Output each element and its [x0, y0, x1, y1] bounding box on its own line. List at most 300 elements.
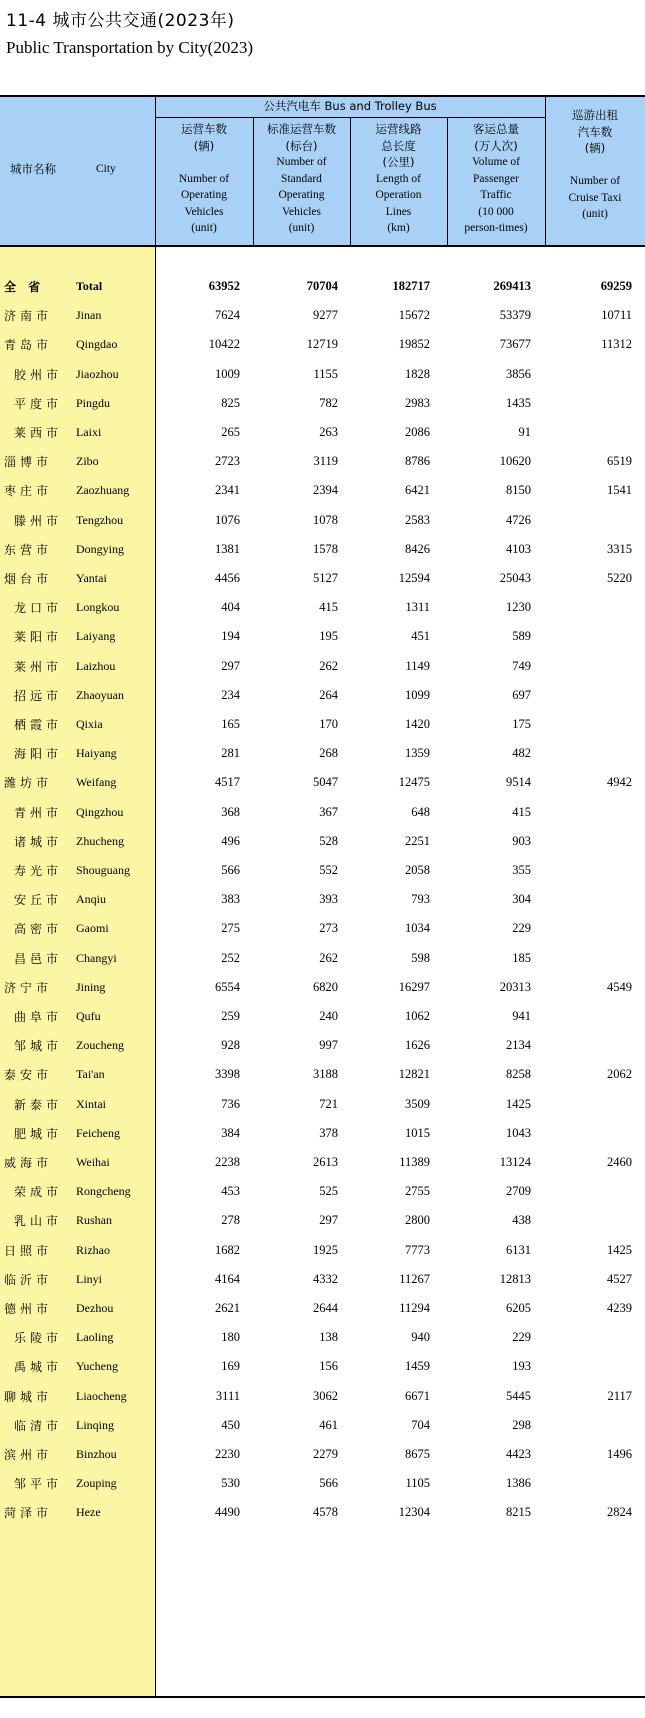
value-cell: 721 [319, 1097, 338, 1111]
table-row [0, 1380, 645, 1412]
value-cell: 378 [319, 1126, 338, 1140]
value-cell: 1076 [215, 513, 240, 527]
value-cell: 997 [319, 1038, 338, 1052]
table-row [0, 387, 645, 419]
city-name-cn: 莱阳市 [14, 630, 63, 644]
city-name-cn: 济南市 [4, 309, 53, 323]
city-name-en: Qingdao [76, 337, 118, 351]
value-cell: 3509 [405, 1097, 430, 1111]
city-name-cn: 新泰市 [14, 1098, 63, 1112]
value-cell: 1425 [506, 1097, 531, 1111]
header-col-line-length [350, 121, 447, 237]
value-cell: 194 [221, 629, 240, 643]
table-row [0, 825, 645, 857]
header-line: Passenger [473, 172, 519, 185]
value-cell: 4527 [607, 1272, 632, 1286]
city-name-en: Tengzhou [76, 513, 124, 527]
city-name-cn: 菏泽市 [4, 1506, 53, 1520]
city-name-en: Weifang [76, 775, 117, 789]
value-cell: 451 [411, 629, 430, 643]
table-row [0, 1146, 645, 1178]
value-cell: 4423 [506, 1447, 531, 1461]
city-name-en: Rongcheng [76, 1184, 131, 1198]
city-name-cn: 胶州市 [14, 368, 63, 382]
city-name-cn: 滨州市 [4, 1448, 53, 1462]
value-cell: 566 [319, 1476, 338, 1490]
value-cell: 11267 [399, 1272, 430, 1286]
value-cell: 482 [512, 746, 531, 760]
city-name-en: Laiyang [76, 629, 116, 643]
table-top-rule [0, 95, 645, 97]
city-name-en: Qufu [76, 1009, 101, 1023]
value-cell: 25043 [499, 571, 531, 585]
value-cell: 5047 [313, 775, 338, 789]
table-row [0, 679, 645, 711]
header-line: Vehicles [184, 205, 224, 218]
header-line: Operation [375, 189, 422, 201]
value-cell: 4578 [313, 1505, 338, 1519]
table-row [0, 270, 645, 302]
city-name-cn: 临清市 [14, 1419, 63, 1433]
value-cell: 1381 [215, 542, 240, 556]
city-name-en: Rizhao [76, 1243, 110, 1257]
value-cell: 3062 [313, 1389, 338, 1403]
city-name-en: Laixi [76, 425, 102, 439]
header-line: Traffic [480, 189, 512, 201]
city-name-en: Qixia [76, 717, 103, 731]
city-name-cn: 乐陵市 [14, 1331, 63, 1345]
value-cell: 368 [221, 805, 240, 819]
value-cell: 6421 [405, 483, 430, 497]
value-cell: 525 [319, 1184, 338, 1198]
city-name-cn: 乳山市 [14, 1214, 63, 1228]
value-cell: 4517 [215, 775, 240, 789]
table-row [0, 533, 645, 565]
value-cell: 496 [221, 834, 240, 848]
city-name-cn: 龙口市 [14, 601, 63, 615]
value-cell: 269413 [493, 279, 531, 293]
value-cell: 415 [512, 805, 531, 819]
table-row [0, 1292, 645, 1324]
city-name-en: Jinan [76, 308, 102, 322]
value-cell: 825 [221, 396, 240, 410]
value-cell: 11294 [399, 1301, 430, 1315]
value-cell: 1105 [405, 1476, 430, 1490]
col-divider [447, 117, 448, 245]
value-cell: 2824 [607, 1505, 632, 1519]
value-cell: 2230 [215, 1447, 240, 1461]
city-name-cn: 烟台市 [4, 572, 53, 586]
value-cell: 182717 [392, 279, 430, 293]
value-cell: 3111 [215, 1389, 240, 1403]
value-cell: 1155 [313, 367, 338, 381]
table-row [0, 591, 645, 623]
city-name-cn: 海阳市 [14, 747, 63, 761]
value-cell: 589 [512, 629, 531, 643]
city-name-cn: 肥城市 [14, 1127, 63, 1141]
city-name-en: Pingdu [76, 396, 111, 410]
city-name-cn: 平度市 [14, 397, 63, 411]
col-divider [545, 95, 546, 245]
value-cell: 195 [319, 629, 338, 643]
city-name-cn: 德州市 [4, 1302, 53, 1316]
header-line: Vehicles [282, 205, 321, 218]
city-name-en: Jiaozhou [76, 367, 119, 381]
value-cell: 259 [221, 1009, 240, 1023]
city-name-en: Total [76, 279, 103, 293]
header-city-cn: 城市名称 [10, 162, 56, 176]
value-cell: 4103 [506, 542, 531, 556]
header-line: Number of [569, 175, 621, 187]
value-cell: 10711 [601, 308, 632, 322]
table-row [0, 1000, 645, 1032]
header-line: Operating [181, 189, 227, 201]
value-cell: 2238 [215, 1155, 240, 1169]
table-row [0, 1234, 645, 1266]
city-name-cn: 安丘市 [14, 893, 63, 907]
city-name-en: Laizhou [76, 659, 116, 673]
table-row [0, 854, 645, 886]
city-name-en: Weihai [76, 1155, 110, 1169]
value-cell: 53379 [499, 308, 531, 322]
value-cell: 2583 [405, 513, 430, 527]
city-name-cn: 招远市 [14, 689, 63, 703]
value-cell: 2062 [607, 1067, 632, 1081]
value-cell: 7773 [405, 1243, 430, 1257]
header-line: (unit) [191, 222, 217, 234]
value-cell: 1925 [313, 1243, 338, 1257]
value-cell: 1435 [506, 396, 531, 410]
col-divider [253, 117, 254, 245]
value-cell: 5445 [506, 1389, 531, 1403]
city-name-en: Zibo [76, 454, 99, 468]
value-cell: 8150 [506, 483, 531, 497]
table-row [0, 971, 645, 1003]
header-line: 巡游出租 [572, 108, 618, 122]
header-line: (unit) [288, 222, 315, 234]
value-cell: 5127 [313, 571, 338, 585]
value-cell: 1311 [405, 600, 430, 614]
header-line: (标台) [285, 138, 318, 153]
value-cell: 3188 [313, 1067, 338, 1081]
city-name-cn: 荣成市 [14, 1185, 63, 1199]
header-line: 汽车数 [577, 124, 613, 139]
city-name-en: Qingzhou [76, 805, 124, 819]
value-cell: 278 [221, 1213, 240, 1227]
table-row [0, 1321, 645, 1353]
value-cell: 2460 [607, 1155, 632, 1169]
value-cell: 598 [411, 951, 430, 965]
city-name-en: Anqiu [76, 892, 106, 906]
table-row [0, 796, 645, 828]
value-cell: 461 [319, 1418, 338, 1432]
city-name-en: Yucheng [76, 1359, 118, 1373]
value-cell: 2983 [405, 396, 430, 410]
value-cell: 4332 [313, 1272, 338, 1286]
value-cell: 438 [512, 1213, 531, 1227]
value-cell: 16297 [398, 980, 430, 994]
city-name-en: Zhucheng [76, 834, 124, 848]
value-cell: 12594 [398, 571, 430, 585]
value-cell: 367 [319, 805, 338, 819]
city-name-cn: 淄博市 [4, 455, 53, 469]
table-row [0, 562, 645, 594]
value-cell: 6820 [313, 980, 338, 994]
value-cell: 566 [221, 863, 240, 877]
city-name-cn: 全 省 [4, 280, 45, 294]
city-name-en: Linqing [76, 1418, 114, 1432]
header-bus-group: 公共汽电车 Bus and Trolley Bus [263, 99, 437, 113]
city-name-en: Longkou [76, 600, 120, 614]
table-row [0, 1350, 645, 1382]
header-line: Lines [385, 205, 412, 218]
city-name-en: Zoucheng [76, 1038, 124, 1052]
city-name-en: Changyi [76, 951, 117, 965]
table-row [0, 1496, 645, 1528]
value-cell: 393 [319, 892, 338, 906]
table-row [0, 737, 645, 769]
table-row [0, 1467, 645, 1499]
city-name-cn: 诸城市 [14, 835, 63, 849]
value-cell: 175 [512, 717, 531, 731]
value-cell: 4239 [607, 1301, 632, 1315]
value-cell: 229 [512, 1330, 531, 1344]
city-name-cn: 邹城市 [14, 1039, 63, 1053]
header-col-cruise-taxi [545, 107, 645, 223]
value-cell: 2086 [405, 425, 430, 439]
table-row [0, 708, 645, 740]
table-row [0, 474, 645, 506]
value-cell: 552 [319, 863, 338, 877]
value-cell: 1496 [607, 1447, 632, 1461]
value-cell: 91 [518, 425, 531, 439]
value-cell: 941 [512, 1009, 531, 1023]
header-line: 运营车数 [181, 122, 227, 136]
city-name-en: Linyi [76, 1272, 102, 1286]
value-cell: 1078 [313, 513, 338, 527]
value-cell: 4549 [607, 980, 632, 994]
value-cell: 297 [319, 1213, 338, 1227]
value-cell: 273 [319, 921, 338, 935]
header-line: Volume of [471, 156, 521, 168]
value-cell: 170 [319, 717, 338, 731]
city-name-cn: 潍坊市 [4, 776, 53, 790]
city-name-en: Feicheng [76, 1126, 120, 1140]
header-col-passenger-volume [447, 121, 545, 237]
value-cell: 4942 [607, 775, 632, 789]
table-row [0, 445, 645, 477]
city-name-en: Gaomi [76, 921, 109, 935]
table-row [0, 942, 645, 974]
value-cell: 1043 [506, 1126, 531, 1140]
value-cell: 1425 [607, 1243, 632, 1257]
value-cell: 6671 [405, 1389, 430, 1403]
header-city-en: City [96, 163, 116, 175]
header-line: 标准运营车数 [267, 122, 336, 136]
value-cell: 263 [319, 425, 338, 439]
value-cell: 4726 [506, 513, 531, 527]
value-cell: 1099 [405, 688, 430, 702]
value-cell: 63952 [208, 279, 240, 293]
value-cell: 928 [221, 1038, 240, 1052]
value-cell: 8786 [405, 454, 430, 468]
value-cell: 8258 [506, 1067, 531, 1081]
table-row [0, 416, 645, 448]
value-cell: 6205 [506, 1301, 531, 1315]
city-name-cn: 东营市 [4, 543, 53, 557]
value-cell: 281 [221, 746, 240, 760]
city-name-en: Jining [76, 980, 106, 994]
city-name-en: Zouping [76, 1476, 117, 1490]
value-cell: 2341 [215, 483, 240, 497]
header-line: (辆) [584, 141, 606, 155]
value-cell: 2621 [215, 1301, 240, 1315]
value-cell: 12719 [306, 337, 338, 351]
value-cell: 12813 [499, 1272, 531, 1286]
value-cell: 736 [221, 1097, 240, 1111]
value-cell: 450 [221, 1418, 240, 1432]
value-cell: 8675 [405, 1447, 430, 1461]
header-line: Number of [178, 172, 230, 185]
value-cell: 2279 [313, 1447, 338, 1461]
value-cell: 240 [319, 1009, 338, 1023]
table-row [0, 358, 645, 390]
value-cell: 229 [512, 921, 531, 935]
header-line: Number of [276, 156, 327, 168]
transport-table [0, 95, 645, 1698]
value-cell: 2613 [313, 1155, 338, 1169]
value-cell: 8426 [405, 542, 430, 556]
header-line [155, 154, 253, 171]
table-row [0, 299, 645, 331]
city-name-en: Dezhou [76, 1301, 114, 1315]
city-name-cn: 滕州市 [14, 514, 63, 528]
value-cell: 5220 [607, 571, 632, 585]
table-row [0, 912, 645, 944]
header-line: Operating [278, 189, 325, 201]
value-cell: 1230 [506, 600, 531, 614]
table-row [0, 1263, 645, 1295]
table-row [0, 1088, 645, 1120]
value-cell: 165 [221, 717, 240, 731]
value-cell: 19852 [398, 337, 430, 351]
value-cell: 9277 [313, 308, 338, 322]
value-cell: 3119 [313, 454, 338, 468]
value-cell: 262 [319, 951, 338, 965]
city-name-cn: 聊城市 [4, 1390, 53, 1404]
value-cell: 903 [512, 834, 531, 848]
value-cell: 1386 [506, 1476, 531, 1490]
value-cell: 355 [512, 863, 531, 877]
value-cell: 2394 [313, 483, 338, 497]
header-col-operating-vehicles [155, 121, 253, 237]
value-cell: 138 [319, 1330, 338, 1344]
city-name-en: Haiyang [76, 746, 117, 760]
value-cell: 10422 [208, 337, 240, 351]
value-cell: 10620 [499, 454, 531, 468]
value-cell: 2723 [215, 454, 240, 468]
value-cell: 404 [221, 600, 240, 614]
header-line: person-times) [464, 222, 528, 234]
table-title-en: Public Transportation by City(2023) [6, 38, 253, 57]
value-cell: 2251 [405, 834, 430, 848]
value-cell: 169 [221, 1359, 240, 1373]
value-cell: 704 [411, 1418, 430, 1432]
value-cell: 4456 [215, 571, 240, 585]
value-cell: 383 [221, 892, 240, 906]
value-cell: 234 [221, 688, 240, 702]
city-name-cn: 曲阜市 [14, 1010, 63, 1024]
value-cell: 6554 [215, 980, 240, 994]
value-cell: 298 [512, 1418, 531, 1432]
city-name-en: Zhaoyuan [76, 688, 124, 702]
value-cell: 2644 [313, 1301, 338, 1315]
header-line: (辆) [193, 138, 215, 153]
value-cell: 268 [319, 746, 338, 760]
value-cell: 156 [319, 1359, 338, 1373]
city-name-cn: 昌邑市 [14, 952, 63, 966]
value-cell: 73677 [499, 337, 531, 351]
value-cell: 2117 [607, 1389, 632, 1403]
city-name-cn: 莱西市 [14, 426, 63, 440]
header-line: 客运总量 [473, 122, 519, 136]
value-cell: 11389 [399, 1155, 430, 1169]
header-line: (10 000 [478, 205, 514, 218]
value-cell: 180 [221, 1330, 240, 1344]
value-cell: 264 [319, 688, 338, 702]
city-name-en: Binzhou [76, 1447, 117, 1461]
city-name-cn: 济宁市 [4, 981, 53, 995]
city-name-en: Zaozhuang [76, 483, 130, 497]
header-line: (公里) [382, 155, 415, 169]
table-bottom-rule [0, 1696, 645, 1698]
table-row [0, 1409, 645, 1441]
table-row [0, 1204, 645, 1236]
table-row [0, 1175, 645, 1207]
value-cell: 69259 [600, 279, 632, 293]
value-cell: 1009 [215, 367, 240, 381]
city-name-cn: 青州市 [14, 806, 63, 820]
value-cell: 1682 [215, 1243, 240, 1257]
value-cell: 2755 [405, 1184, 430, 1198]
value-cell: 3315 [607, 542, 632, 556]
city-name-cn: 枣庄市 [4, 484, 53, 498]
city-name-en: Dongying [76, 542, 124, 556]
table-row [0, 504, 645, 536]
table-row [0, 1438, 645, 1470]
value-cell: 7624 [215, 308, 240, 322]
table-row [0, 328, 645, 360]
value-cell: 1015 [405, 1126, 430, 1140]
value-cell: 1541 [607, 483, 632, 497]
value-cell: 70704 [306, 279, 338, 293]
header-bottom-rule [0, 245, 645, 247]
value-cell: 13124 [499, 1155, 531, 1169]
value-cell: 6519 [607, 454, 632, 468]
value-cell: 528 [319, 834, 338, 848]
value-cell: 1359 [405, 746, 430, 760]
value-cell: 1459 [405, 1359, 430, 1373]
value-cell: 3856 [506, 367, 531, 381]
value-cell: 2058 [405, 863, 430, 877]
city-name-cn: 莱州市 [14, 660, 63, 674]
value-cell: 1062 [405, 1009, 430, 1023]
value-cell: 20313 [499, 980, 531, 994]
header-line: Standard [281, 172, 322, 185]
city-name-cn: 青岛市 [4, 338, 53, 352]
value-cell: 9514 [506, 775, 531, 789]
city-name-cn: 禹城市 [14, 1360, 63, 1374]
